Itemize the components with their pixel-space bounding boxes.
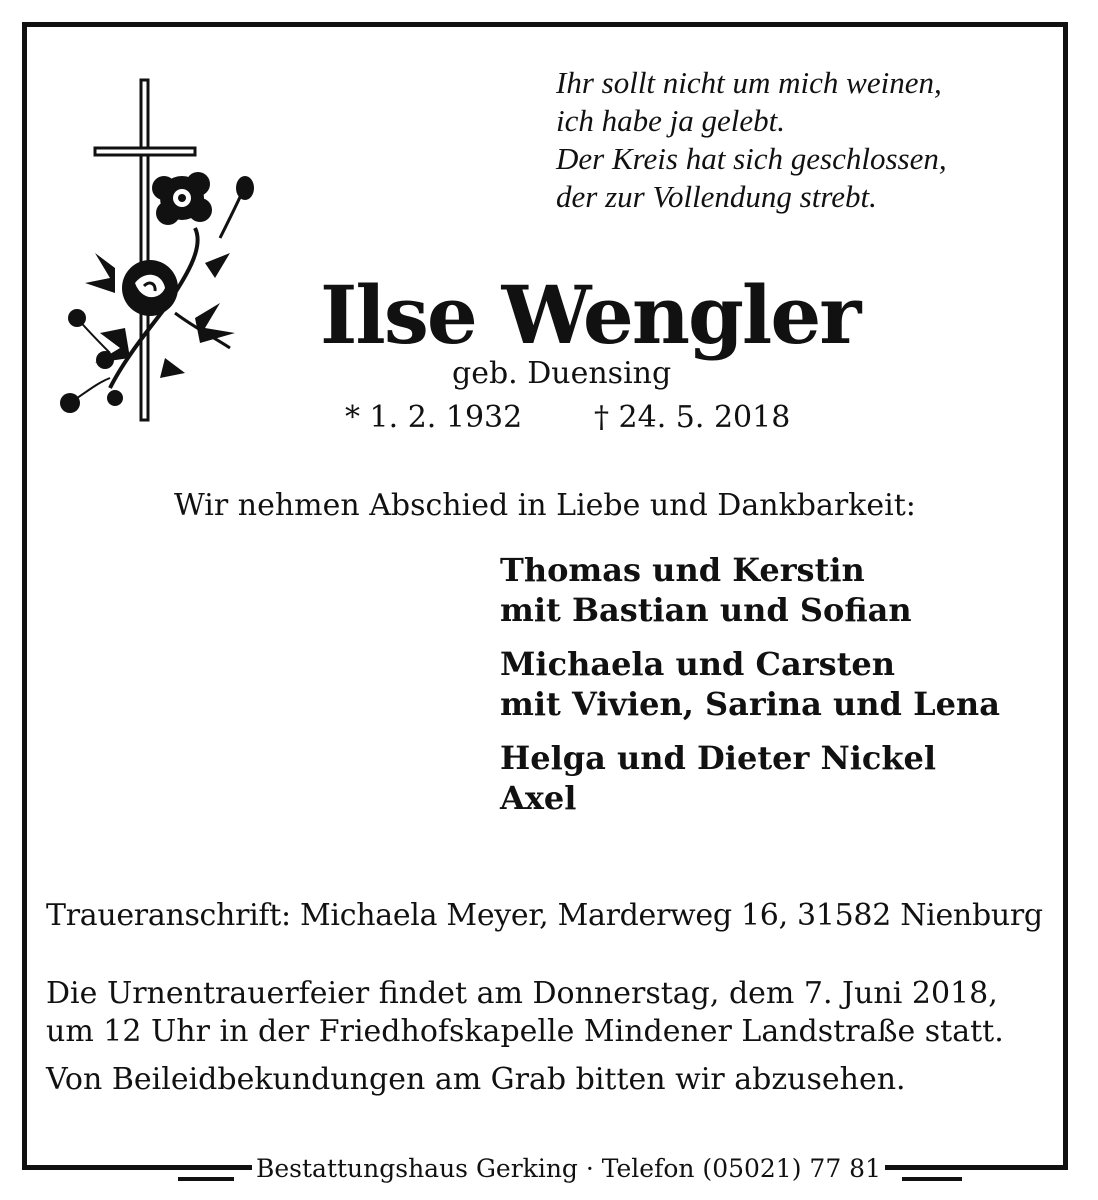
mourner-group (500, 644, 1000, 724)
farewell-text: Wir nehmen Abschied in Liebe und Dankbarkeit: (174, 488, 916, 523)
mourner-line: Axel (500, 779, 577, 817)
poem (556, 64, 947, 216)
mourners-list (500, 550, 1000, 832)
mourner-line: mit Bastian und Sofian (500, 591, 912, 629)
poem-line: der zur Vollendung strebt. (556, 179, 877, 214)
ceremony-line: um 12 Uhr in der Friedhofskapelle Mindener Landstraße statt. (46, 1014, 1004, 1049)
footer (40, 1150, 1058, 1190)
mourner-line: Thomas und Kerstin (500, 551, 865, 589)
footer-rule-left (178, 1177, 234, 1181)
ceremony-info (46, 975, 1056, 1051)
poem-line: ich habe ja gelebt. (556, 103, 785, 138)
maiden-name: geb. Duensing (452, 356, 672, 391)
mourner-line: mit Vivien, Sarina und Lena (500, 685, 1000, 723)
poem-line: Der Kreis hat sich geschlossen, (556, 141, 947, 176)
mourner-group (500, 738, 1000, 818)
mourning-address: Traueranschrift: Michaela Meyer, Marderweg 16, 31582 Nienburg (46, 898, 1043, 933)
mourner-line: Michaela und Carsten (500, 645, 895, 683)
ceremony-line: Die Urnentrauerfeier findet am Donnerstag, dem 7. Juni 2018, (46, 976, 998, 1011)
deceased-name: Ilse Wengler (320, 268, 860, 362)
birth-date: * 1. 2. 1932 (345, 400, 523, 435)
mourner-line: Helga und Dieter Nickel (500, 739, 937, 777)
condolence-request: Von Beileidbekundungen am Grab bitten wir abzusehen. (46, 1062, 906, 1097)
mourner-group (500, 550, 1000, 630)
footer-rule-right (902, 1177, 962, 1181)
death-date: † 24. 5. 2018 (594, 400, 791, 435)
funeral-home-contact: Bestattungshaus Gerking · Telefon (05021) 77 81 (252, 1154, 885, 1183)
poem-line: Ihr sollt nicht um mich weinen, (556, 65, 942, 100)
cross-with-flowers-icon (55, 78, 270, 428)
